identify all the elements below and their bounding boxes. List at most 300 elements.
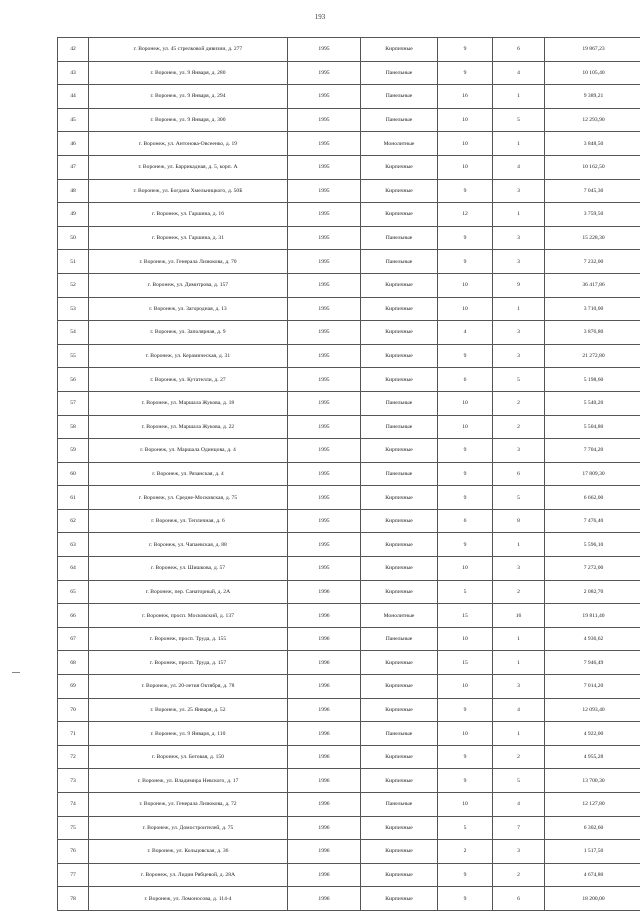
row-number-cell: 50 [58, 226, 89, 250]
table-row [58, 533, 640, 557]
table-row [58, 155, 640, 179]
address-cell: г. Воронеж, ул. Баррикадная, д. 5, корп. А [89, 155, 288, 179]
address-cell: г. Воронеж, ул. Кольцовская, д. 36 [89, 840, 288, 864]
table-row [58, 722, 640, 746]
area-cell: 5 540,20 [545, 391, 640, 415]
area-cell: 17 809,30 [545, 462, 640, 486]
table-row [58, 415, 640, 439]
table-row [58, 863, 640, 887]
wall-material-cell: Кирпичные [361, 321, 438, 345]
table-row [58, 132, 640, 156]
table-row [58, 321, 640, 345]
address-cell: г. Воронеж, ул. Гаршина, д. 31 [89, 226, 288, 250]
floors-cell: 9 [438, 61, 493, 85]
wall-material-cell: Кирпичные [361, 273, 438, 297]
entrances-cell: 1 [493, 722, 545, 746]
table-row [58, 627, 640, 651]
year-cell: 1995 [288, 155, 361, 179]
wall-material-cell: Кирпичные [361, 675, 438, 699]
row-number-cell: 69 [58, 675, 89, 699]
wall-material-cell: Кирпичные [361, 816, 438, 840]
entrances-cell: 2 [493, 391, 545, 415]
row-number-cell: 49 [58, 203, 89, 227]
row-number-cell: 46 [58, 132, 89, 156]
area-cell: 10 162,50 [545, 155, 640, 179]
wall-material-cell: Кирпичные [361, 557, 438, 581]
address-cell: г. Воронеж, ул. 9 Января, д. 110 [89, 722, 288, 746]
wall-material-cell: Кирпичные [361, 580, 438, 604]
row-number-cell: 63 [58, 533, 89, 557]
entrances-cell: 3 [493, 226, 545, 250]
area-cell: 7 476,40 [545, 509, 640, 533]
row-number-cell: 77 [58, 863, 89, 887]
entrances-cell: 7 [493, 816, 545, 840]
entrances-cell: 5 [493, 486, 545, 510]
row-number-cell: 64 [58, 557, 89, 581]
year-cell: 1995 [288, 226, 361, 250]
floors-cell: 9 [438, 250, 493, 274]
wall-material-cell: Кирпичные [361, 698, 438, 722]
entrances-cell: 1 [493, 85, 545, 109]
address-cell: г. Воронеж, ул. Антонова-Овсеенко, д. 19 [89, 132, 288, 156]
year-cell: 1995 [288, 132, 361, 156]
address-cell: г. Воронеж, ул. 9 Января, д. 300 [89, 108, 288, 132]
floors-cell: 9 [438, 745, 493, 769]
entrances-cell: 3 [493, 250, 545, 274]
wall-material-cell: Панельные [361, 108, 438, 132]
address-cell: г. Воронеж, ул. Ломоносова, д. 114-4 [89, 887, 288, 911]
table-row [58, 344, 640, 368]
table-row [58, 745, 640, 769]
area-cell: 21 272,80 [545, 344, 640, 368]
floors-cell: 9 [438, 344, 493, 368]
entrances-cell: 3 [493, 179, 545, 203]
area-cell: 4 922,00 [545, 722, 640, 746]
area-cell: 7 014,20 [545, 675, 640, 699]
floors-cell: 15 [438, 604, 493, 628]
wall-material-cell: Кирпичные [361, 38, 438, 62]
row-number-cell: 66 [58, 604, 89, 628]
area-cell: 18 200,00 [545, 887, 640, 911]
floors-cell: 12 [438, 203, 493, 227]
floors-cell: 9 [438, 486, 493, 510]
address-cell: г. Воронеж, ул. Керамическая, д. 31 [89, 344, 288, 368]
wall-material-cell: Кирпичные [361, 840, 438, 864]
wall-material-cell: Панельные [361, 61, 438, 85]
floors-cell: 9 [438, 439, 493, 463]
floors-cell: 5 [438, 816, 493, 840]
row-number-cell: 67 [58, 627, 89, 651]
entrances-cell: 3 [493, 557, 545, 581]
area-cell: 6 662,00 [545, 486, 640, 510]
address-cell: г. Воронеж, ул. Чапаевская, д. 88 [89, 533, 288, 557]
wall-material-cell: Кирпичные [361, 344, 438, 368]
year-cell: 1996 [288, 863, 361, 887]
floors-cell: 9 [438, 863, 493, 887]
area-cell: 7 045,30 [545, 179, 640, 203]
year-cell: 1995 [288, 533, 361, 557]
entrances-cell: 9 [493, 273, 545, 297]
area-cell: 4 955,28 [545, 745, 640, 769]
entrances-cell: 1 [493, 627, 545, 651]
wall-material-cell: Кирпичные [361, 439, 438, 463]
area-cell: 9 389,21 [545, 85, 640, 109]
area-cell: 10 105,40 [545, 61, 640, 85]
address-cell: г. Воронеж, ул. Беговая, д. 150 [89, 745, 288, 769]
year-cell: 1995 [288, 250, 361, 274]
row-number-cell: 75 [58, 816, 89, 840]
row-number-cell: 60 [58, 462, 89, 486]
wall-material-cell: Кирпичные [361, 745, 438, 769]
address-cell: г. Воронеж, ул. 20-летия Октября, д. 78 [89, 675, 288, 699]
wall-material-cell: Кирпичные [361, 887, 438, 911]
table-row [58, 580, 640, 604]
year-cell: 1996 [288, 722, 361, 746]
address-cell: г. Воронеж, ул. Лидии Рябцевой, д. 28А [89, 863, 288, 887]
entrances-cell: 5 [493, 108, 545, 132]
row-number-cell: 53 [58, 297, 89, 321]
address-cell: г. Воронеж, ул. Загородная, д. 13 [89, 297, 288, 321]
address-cell: г. Воронеж, ул. Кутателли, д. 27 [89, 368, 288, 392]
entrances-cell: 2 [493, 580, 545, 604]
table-row [58, 368, 640, 392]
floors-cell: 9 [438, 533, 493, 557]
area-cell: 3 710,00 [545, 297, 640, 321]
floors-cell: 4 [438, 321, 493, 345]
wall-material-cell: Кирпичные [361, 179, 438, 203]
area-cell: 5 504,80 [545, 415, 640, 439]
table-row [58, 675, 640, 699]
year-cell: 1995 [288, 391, 361, 415]
year-cell: 1995 [288, 439, 361, 463]
entrances-cell: 4 [493, 155, 545, 179]
year-cell: 1996 [288, 745, 361, 769]
table-row [58, 439, 640, 463]
entrances-cell: 3 [493, 344, 545, 368]
wall-material-cell: Кирпичные [361, 297, 438, 321]
floors-cell: 10 [438, 273, 493, 297]
wall-material-cell: Кирпичные [361, 769, 438, 793]
entrances-cell: 1 [493, 297, 545, 321]
row-number-cell: 65 [58, 580, 89, 604]
table-row [58, 698, 640, 722]
floors-cell: 9 [438, 462, 493, 486]
floors-cell: 9 [438, 226, 493, 250]
wall-material-cell: Кирпичные [361, 203, 438, 227]
address-cell: г. Воронеж, ул. Гаршина, д. 16 [89, 203, 288, 227]
floors-cell: 16 [438, 85, 493, 109]
year-cell: 1995 [288, 179, 361, 203]
address-cell: г. Воронеж, ул. 25 Января, д. 52 [89, 698, 288, 722]
row-number-cell: 48 [58, 179, 89, 203]
table-body [58, 38, 640, 911]
table-row [58, 486, 640, 510]
wall-material-cell: Панельные [361, 415, 438, 439]
area-cell: 3 876,80 [545, 321, 640, 345]
area-cell: 12 127,80 [545, 793, 640, 817]
address-cell: г. Воронеж, пер. Санаторный, д. 2А [89, 580, 288, 604]
margin-mark [12, 672, 20, 673]
year-cell: 1995 [288, 321, 361, 345]
address-cell: г. Воронеж, ул. 9 Января, д. 294 [89, 85, 288, 109]
table-row [58, 793, 640, 817]
year-cell: 1996 [288, 698, 361, 722]
year-cell: 1996 [288, 651, 361, 675]
wall-material-cell: Панельные [361, 85, 438, 109]
table-row [58, 887, 640, 911]
address-cell: г. Воронеж, ул. Маршала Жукова, д. 22 [89, 415, 288, 439]
table-row [58, 840, 640, 864]
address-cell: г. Воронеж, ул. 45 стрелковой дивизии, д. 277 [89, 38, 288, 62]
wall-material-cell: Монолитные [361, 604, 438, 628]
entrances-cell: 4 [493, 793, 545, 817]
area-cell: 12 293,90 [545, 108, 640, 132]
area-cell: 3 759,50 [545, 203, 640, 227]
entrances-cell: 2 [493, 745, 545, 769]
floors-cell: 10 [438, 722, 493, 746]
row-number-cell: 78 [58, 887, 89, 911]
row-number-cell: 74 [58, 793, 89, 817]
floors-cell: 9 [438, 887, 493, 911]
floors-cell: 9 [438, 769, 493, 793]
year-cell: 1996 [288, 887, 361, 911]
year-cell: 1995 [288, 344, 361, 368]
table-row [58, 273, 640, 297]
address-cell: г. Воронеж, просп. Московский, д. 137 [89, 604, 288, 628]
address-cell: г. Воронеж, ул. Богдана Хмельницкого, д. 50Б [89, 179, 288, 203]
address-cell: г. Воронеж, ул. Домостроителей, д. 75 [89, 816, 288, 840]
floors-cell: 10 [438, 793, 493, 817]
year-cell: 1995 [288, 557, 361, 581]
wall-material-cell: Панельные [361, 391, 438, 415]
row-number-cell: 52 [58, 273, 89, 297]
area-cell: 36 417,86 [545, 273, 640, 297]
entrances-cell: 6 [493, 462, 545, 486]
area-cell: 4 936,62 [545, 627, 640, 651]
entrances-cell: 4 [493, 61, 545, 85]
address-cell: г. Воронеж, ул. Тепличная, д. 6 [89, 509, 288, 533]
row-number-cell: 62 [58, 509, 89, 533]
table-row [58, 203, 640, 227]
year-cell: 1995 [288, 61, 361, 85]
table-row [58, 557, 640, 581]
entrances-cell: 2 [493, 863, 545, 887]
entrances-cell: 1 [493, 651, 545, 675]
area-cell: 5 596,10 [545, 533, 640, 557]
wall-material-cell: Монолитные [361, 132, 438, 156]
area-cell: 1 517,50 [545, 840, 640, 864]
area-cell: 6 302,60 [545, 816, 640, 840]
row-number-cell: 43 [58, 61, 89, 85]
wall-material-cell: Панельные [361, 627, 438, 651]
row-number-cell: 76 [58, 840, 89, 864]
floors-cell: 2 [438, 840, 493, 864]
row-number-cell: 68 [58, 651, 89, 675]
table-row [58, 297, 640, 321]
table-row [58, 85, 640, 109]
address-cell: г. Воронеж, ул. Шишкова, д. 57 [89, 557, 288, 581]
row-number-cell: 57 [58, 391, 89, 415]
year-cell: 1996 [288, 675, 361, 699]
address-cell: г. Воронеж, ул. Владимира Невского, д. 17 [89, 769, 288, 793]
area-cell: 7 946,49 [545, 651, 640, 675]
entrances-cell: 3 [493, 439, 545, 463]
floors-cell: 10 [438, 675, 493, 699]
wall-material-cell: Кирпичные [361, 509, 438, 533]
floors-cell: 9 [438, 38, 493, 62]
entrances-cell: 6 [493, 38, 545, 62]
area-cell: 12 093,40 [545, 698, 640, 722]
entrances-cell: 16 [493, 604, 545, 628]
year-cell: 1996 [288, 604, 361, 628]
entrances-cell: 8 [493, 509, 545, 533]
year-cell: 1995 [288, 38, 361, 62]
floors-cell: 6 [438, 509, 493, 533]
housing-register-table [57, 37, 640, 911]
row-number-cell: 61 [58, 486, 89, 510]
row-number-cell: 45 [58, 108, 89, 132]
year-cell: 1996 [288, 627, 361, 651]
row-number-cell: 55 [58, 344, 89, 368]
year-cell: 1995 [288, 273, 361, 297]
row-number-cell: 71 [58, 722, 89, 746]
area-cell: 5 198,60 [545, 368, 640, 392]
year-cell: 1995 [288, 415, 361, 439]
table-row [58, 226, 640, 250]
year-cell: 1995 [288, 203, 361, 227]
address-cell: г. Воронеж, ул. Средне-Московская, д. 75 [89, 486, 288, 510]
address-cell: г. Воронеж, ул. Генерала Лизюкова, д. 70 [89, 250, 288, 274]
area-cell: 7 232,00 [545, 250, 640, 274]
entrances-cell: 1 [493, 203, 545, 227]
year-cell: 1995 [288, 108, 361, 132]
entrances-cell: 5 [493, 769, 545, 793]
row-number-cell: 59 [58, 439, 89, 463]
address-cell: г. Воронеж, ул. Заполярная, д. 9 [89, 321, 288, 345]
row-number-cell: 47 [58, 155, 89, 179]
area-cell: 7 704,20 [545, 439, 640, 463]
wall-material-cell: Панельные [361, 250, 438, 274]
area-cell: 13 700,30 [545, 769, 640, 793]
entrances-cell: 1 [493, 533, 545, 557]
year-cell: 1995 [288, 486, 361, 510]
table-row [58, 769, 640, 793]
page-number: 193 [0, 13, 640, 21]
year-cell: 1995 [288, 509, 361, 533]
table-row [58, 108, 640, 132]
floors-cell: 10 [438, 155, 493, 179]
entrances-cell: 1 [493, 132, 545, 156]
row-number-cell: 70 [58, 698, 89, 722]
table-row [58, 509, 640, 533]
row-number-cell: 58 [58, 415, 89, 439]
area-cell: 7 272,00 [545, 557, 640, 581]
floors-cell: 10 [438, 297, 493, 321]
floors-cell: 9 [438, 698, 493, 722]
wall-material-cell: Панельные [361, 793, 438, 817]
wall-material-cell: Кирпичные [361, 155, 438, 179]
floors-cell: 10 [438, 627, 493, 651]
address-cell: г. Воронеж, ул. Димитрова, д. 157 [89, 273, 288, 297]
wall-material-cell: Панельные [361, 462, 438, 486]
entrances-cell: 4 [493, 698, 545, 722]
floors-cell: 10 [438, 108, 493, 132]
address-cell: г. Воронеж, ул. 9 Января, д. 280 [89, 61, 288, 85]
year-cell: 1996 [288, 816, 361, 840]
floors-cell: 10 [438, 132, 493, 156]
table-row [58, 61, 640, 85]
table-row [58, 391, 640, 415]
wall-material-cell: Кирпичные [361, 863, 438, 887]
address-cell: г. Воронеж, ул. Генерала Лизюкова, д. 72 [89, 793, 288, 817]
address-cell: г. Воронеж, просп. Труда, д. 157 [89, 651, 288, 675]
year-cell: 1995 [288, 368, 361, 392]
address-cell: г. Воронеж, просп. Труда, д. 155 [89, 627, 288, 651]
area-cell: 19 867,23 [545, 38, 640, 62]
area-cell: 4 674,80 [545, 863, 640, 887]
floors-cell: 15 [438, 651, 493, 675]
floors-cell: 5 [438, 580, 493, 604]
year-cell: 1995 [288, 85, 361, 109]
address-cell: г. Воронеж, ул. Маршала Жукова, д. 18 [89, 391, 288, 415]
row-number-cell: 44 [58, 85, 89, 109]
row-number-cell: 42 [58, 38, 89, 62]
table-row [58, 38, 640, 62]
wall-material-cell: Панельные [361, 226, 438, 250]
year-cell: 1995 [288, 297, 361, 321]
table-row [58, 604, 640, 628]
year-cell: 1996 [288, 840, 361, 864]
row-number-cell: 54 [58, 321, 89, 345]
entrances-cell: 5 [493, 368, 545, 392]
floors-cell: 10 [438, 557, 493, 581]
row-number-cell: 72 [58, 745, 89, 769]
floors-cell: 9 [438, 179, 493, 203]
entrances-cell: 3 [493, 840, 545, 864]
year-cell: 1995 [288, 462, 361, 486]
area-cell: 15 228,30 [545, 226, 640, 250]
row-number-cell: 51 [58, 250, 89, 274]
table-row [58, 250, 640, 274]
wall-material-cell: Кирпичные [361, 368, 438, 392]
floors-cell: 6 [438, 368, 493, 392]
row-number-cell: 73 [58, 769, 89, 793]
area-cell: 19 811,40 [545, 604, 640, 628]
floors-cell: 10 [438, 415, 493, 439]
entrances-cell: 6 [493, 887, 545, 911]
row-number-cell: 56 [58, 368, 89, 392]
table-row [58, 816, 640, 840]
wall-material-cell: Кирпичные [361, 651, 438, 675]
address-cell: г. Воронеж, ул. Маршала Одинцова, д. 4 [89, 439, 288, 463]
wall-material-cell: Кирпичные [361, 533, 438, 557]
table-row [58, 179, 640, 203]
year-cell: 1996 [288, 769, 361, 793]
address-cell: г. Воронеж, ул. Рязанская, д. 4 [89, 462, 288, 486]
year-cell: 1996 [288, 580, 361, 604]
entrances-cell: 3 [493, 675, 545, 699]
wall-material-cell: Кирпичные [361, 486, 438, 510]
year-cell: 1996 [288, 793, 361, 817]
entrances-cell: 2 [493, 415, 545, 439]
area-cell: 3 848,50 [545, 132, 640, 156]
area-cell: 2 082,70 [545, 580, 640, 604]
wall-material-cell: Панельные [361, 722, 438, 746]
floors-cell: 10 [438, 391, 493, 415]
table-row [58, 651, 640, 675]
table-row [58, 462, 640, 486]
entrances-cell: 3 [493, 321, 545, 345]
